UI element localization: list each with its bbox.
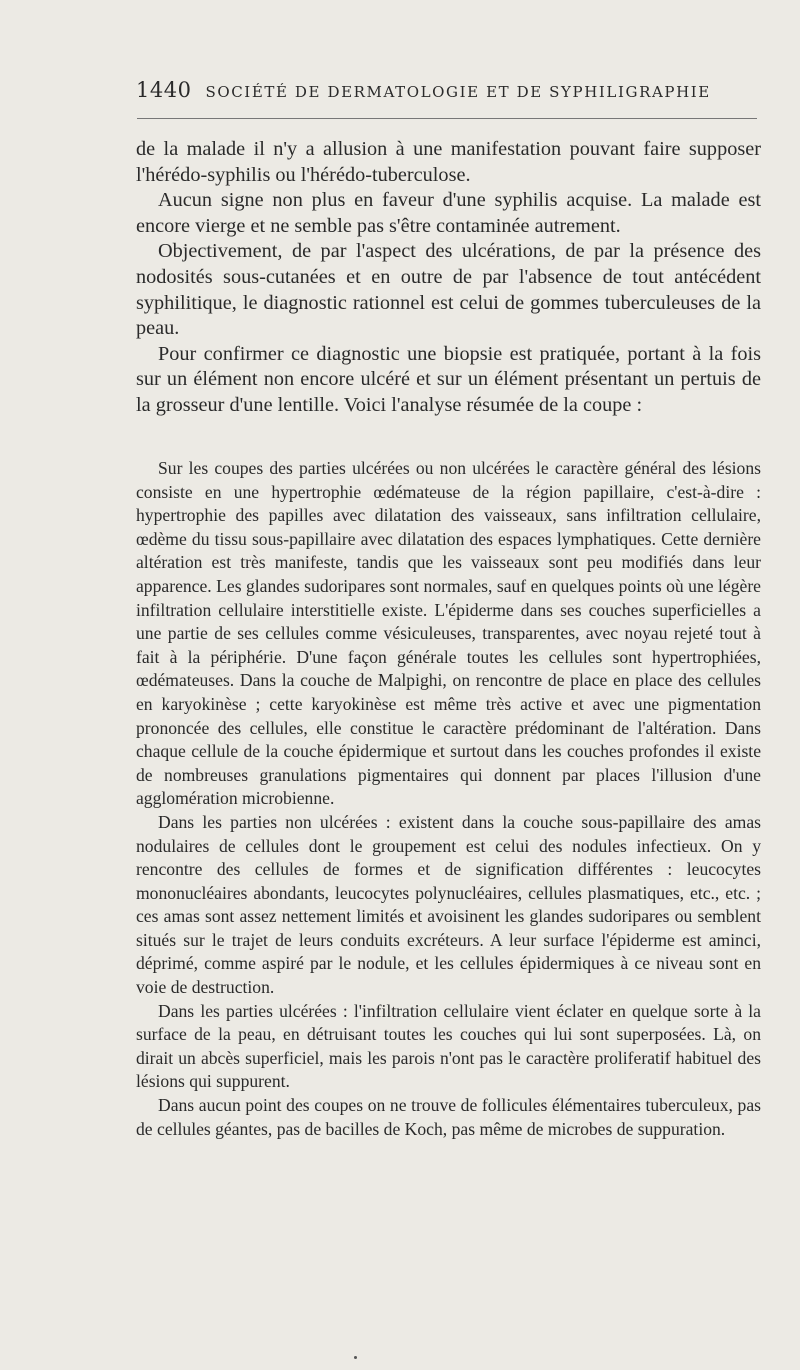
page-header <box>136 78 760 102</box>
header-rule <box>137 118 757 119</box>
biopsy-analysis <box>136 457 761 1141</box>
ink-speck <box>354 1356 357 1359</box>
paragraph: Aucun signe non plus en faveur d'une syphilis acquise. La malade est encore vierge et ne semble pas s'être contaminée autrement. <box>136 189 761 237</box>
page-number: 1440 <box>136 78 192 102</box>
body-text <box>136 137 761 419</box>
analysis-paragraph: Dans les parties ulcérées : l'infiltration cellulaire vient éclater en quelque sorte à la surface de la peau, en détruisant toutes les couches qui lui sont superposées. Là, on dirait un abcès superficiel, mais les parois n'ont pas le caractère proliferatif habituel des lésions qui suppurent. <box>136 1000 761 1092</box>
paragraph: de la malade il n'y a allusion à une manifestation pouvant faire supposer l'hérédo-syphilis ou l'hérédo-tuberculose. <box>136 138 761 186</box>
paragraph: Objectivement, de par l'aspect des ulcérations, de par la présence des nodosités sous-cutanées et en outre de par l'absence de tout antécédent syphilitique, le diagnostic rationnel est celui de gommes tuberculeuses de la peau. <box>136 240 761 340</box>
running-title: SOCIÉTÉ DE DERMATOLOGIE ET DE SYPHILIGRAPHIE <box>205 83 711 101</box>
analysis-paragraph: Dans les parties non ulcérées : existent dans la couche sous-papillaire des amas nodulaires de cellules dont le groupement est celui des nodules infectieux. On y rencontre des cellules de formes et de signification différentes : leucocytes mononucléaires abondants, leucocytes polynucléaires, cellules plasmatiques, etc., etc. ; ces amas sont assez nettement limités et avoisinent les glandes sudoripares ou semblent situés sur le trajet de leurs conduits excréteurs. A leur surface l'épiderme est aminci, déprimé, comme aspiré par le nodule, et les cellules épidermiques à ce niveau sont en voie de destruction. <box>136 811 761 998</box>
analysis-paragraph: Dans aucun point des coupes on ne trouve de follicules élémentaires tuberculeux, pas de cellules géantes, pas de bacilles de Koch, pas même de microbes de suppuration. <box>136 1095 761 1139</box>
analysis-paragraph: Sur les coupes des parties ulcérées ou non ulcérées le caractère général des lésions consiste en une hypertrophie œdémateuse de la région papillaire, c'est-à-dire : hypertrophie des papilles avec dilatation des vaisseaux, sans infiltration cellulaire, œdème du tissu sous-papillaire avec dilatation des espaces lymphatiques. Cette dernière altération est très manifeste, tandis que les vaisseaux sont peu modifiés dans leur apparence. Les glandes sudoripares sont normales, sauf en quelques points où une légère infiltration cellulaire interstitielle existe. L'épiderme dans ses couches superficielles a une partie de ses cellules comme vésiculeuses, transparentes, avec noyau rejeté tout à fait à la périphérie. D'une façon générale toutes les cellules sont hypertrophiées, œdémateuses. Dans la couche de Malpighi, on rencontre de place en place des cellules en karyokinèse ; cette karyokinèse est même très active et avec une pigmentation prononcée des cellules, elle constitue le caractère prédominant de l'altération. Dans chaque cellule de la couche épidermique et surtout dans les couches profondes il existe de nombreuses granulations pigmentaires qui donnent par places l'illusion d'une agglomération microbienne. <box>136 458 761 809</box>
paragraph: Pour confirmer ce diagnostic une biopsie est pratiquée, portant à la fois sur un élément non encore ulcéré et sur un élément présentant un pertuis de la grosseur d'une lentille. Voici l'analyse résumée de la coupe : <box>136 342 761 416</box>
